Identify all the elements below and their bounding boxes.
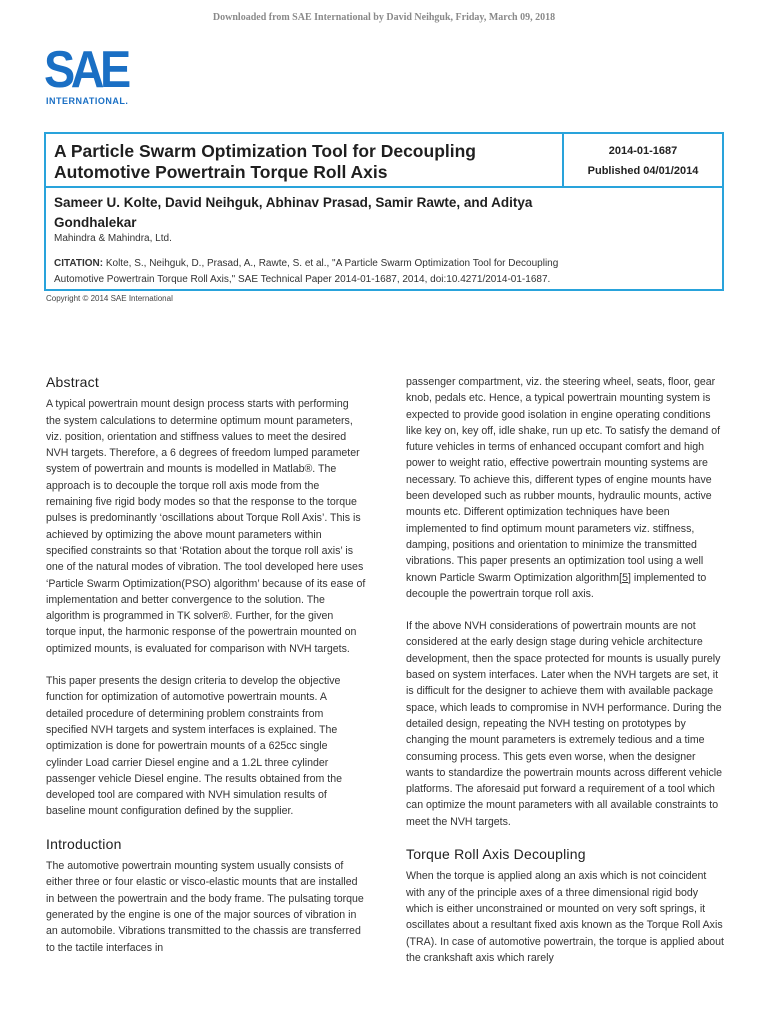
introduction-heading: Introduction: [46, 835, 122, 852]
abstract-paragraph-1: A typical powertrain mount design process starts with performing the system calculations to determine optimum mount parameters, viz. position, orientation and stiffness values to meet the desired NVH targets. Therefore, a 6 degrees of freedom lumped parameter system of powertrain and mounts is modelled in Matlab®. The approach is to decouple the torque roll axis mode from the remaining five rigid body modes so that the response to the torque pulses is predominantly ‘oscillations about Torque Roll Axis’. This is achieved by optimizing the above mount parameters within specified constraints so that ‘Rotation about the torque roll axis’ is one of the natural modes of vibration. The tool developed here uses ‘Particle Swarm Optimization(PSO) algorithm’ because of its ease of implementation and better convergence to the solution. The algorithm is programmed in TK solver®. Further, for the given torque input, the harmonic response of the powertrain mounted on optimized mounts, is evaluated for comparison with NVH targets.: [46, 398, 366, 655]
authors-line2: Gondhalekar: [54, 215, 137, 230]
abstract-heading: Abstract: [46, 374, 99, 390]
affiliation: Mahindra & Mahindra, Ltd.: [54, 233, 172, 244]
reference-link[interactable]: [5]: [619, 571, 631, 584]
paper-title-line1: A Particle Swarm Optimization Tool for Decoupling: [54, 141, 476, 161]
title-box: [44, 132, 724, 291]
right-column: [406, 374, 726, 982]
logo-letters: SAE: [44, 41, 127, 99]
citation-label: CITATION:: [54, 258, 104, 269]
intro-p2-text-a: passenger compartment, viz. the steering wheel, seats, floor, gear knob, pedals etc. Hence, a typical powertrain mounting system is expected to provide good isolation in engine operating conditions like key on, key off, idle shake, run up etc. To satisfy the demand of future vehicles in terms of enhanced occupant comfort and high power to weight ratio, effective powertrain mounting systems are necessary. To achieve this, different types of engine mounts have been developed such as rubber mounts, hydraulic mounts, active mounts etc. Different optimization techniques have been implemented to find optimum mount parameters viz. stiffness, damping, positions and orientation to minimize the transmitted vibrations. This paper presents an optimization tool using a well known Particle Swarm Optimization algorithm: [406, 376, 721, 584]
published-date: Published 04/01/2014: [587, 165, 699, 177]
paper-title: [54, 141, 562, 183]
intro-paragraph-2: [406, 374, 726, 602]
download-note: Downloaded from SAE International by David Neihguk, Friday, March 09, 2018: [212, 12, 556, 23]
title-cell: [46, 134, 564, 188]
copyright: Copyright © 2014 SAE International: [46, 294, 173, 303]
authors-line1: Sameer U. Kolte, David Neihguk, Abhinav Prasad, Samir Rawte, and Aditya: [54, 195, 533, 210]
citation: [54, 256, 719, 288]
intro-p2-text-b: implemented to decouple the powertrain torque roll axis.: [406, 571, 707, 600]
citation-text-line1: Kolte, S., Neihguk, D., Prasad, A., Rawte, S. et al., "A Particle Swarm Optimization Tool for Decoupling: [103, 258, 559, 269]
abstract-paragraph-2: This paper presents the design criteria to develop the objective function for optimization of automotive powertrain mounts. A detailed procedure of determining problem constraints from specified NVH targets and system interfaces is explained. The optimization is done for powertrain mounts of a 625cc single cylinder Load carrier Diesel engine and a 1.2L three cylinder passenger vehicle Diesel engine. The results obtained from the developed tool are compared with NVH simulation results of baseline mount configuration defined by the supplier.: [46, 675, 343, 818]
paper-title-line2: Automotive Powertrain Torque Roll Axis: [54, 162, 388, 182]
citation-text-line2: Automotive Powertrain Torque Roll Axis," SAE Technical Paper 2014-01-1687, 2014, doi:10.4271/2014-01-1687.: [54, 274, 551, 285]
introduction-paragraph-1: The automotive powertrain mounting system usually consists of either three or four elastic or visco-elastic mounts that are installed in between the powertrain and the body frame. The pulsating torque generated by the engine is one of the major sources of vibration in an automobile. Vibrations transmitted to the chassis are transferred to the tactile interfaces in: [46, 860, 364, 954]
left-column: [46, 372, 366, 972]
authors: [54, 193, 714, 233]
meta-cell: [564, 134, 722, 188]
intro-paragraph-3: If the above NVH considerations of powertrain mounts are not considered at the early design stage during vehicle architecture development, then the space protected for mounts is usually purely based on system interfaces. Later when the NVH targets are set, it is difficult for the designer to achieve them with available package space, which leads to compromise in NVH performance. During the detailed design, repeating the NVH testing on prototypes by changing the mount parameters is extremely tedious and a time consuming process. This gets even worse, when the designer wants to standardize the powertrain mounts across different vehicle platforms. The aforesaid put forward a requirement of a tool which can optimize the mount parameters with all available constraints to meet the NVH targets.: [406, 620, 723, 828]
paper-number: 2014-01-1687: [608, 145, 678, 157]
tra-heading: Torque Roll Axis Decoupling: [406, 846, 586, 863]
logo-subtitle: INTERNATIONAL.: [46, 96, 129, 106]
tra-paragraph-1: When the torque is applied along an axis which is not coincident with any of the principle axes of a three dimensional rigid body which is either unconstrained or mounted on very soft springs, it oscillates about a resultant fixed axis known as the Torque Roll Axis (TRA). In case of automotive powertrain, the torque is applied about the crankshaft axis which rarely: [406, 870, 724, 964]
sae-logo: [44, 41, 154, 110]
